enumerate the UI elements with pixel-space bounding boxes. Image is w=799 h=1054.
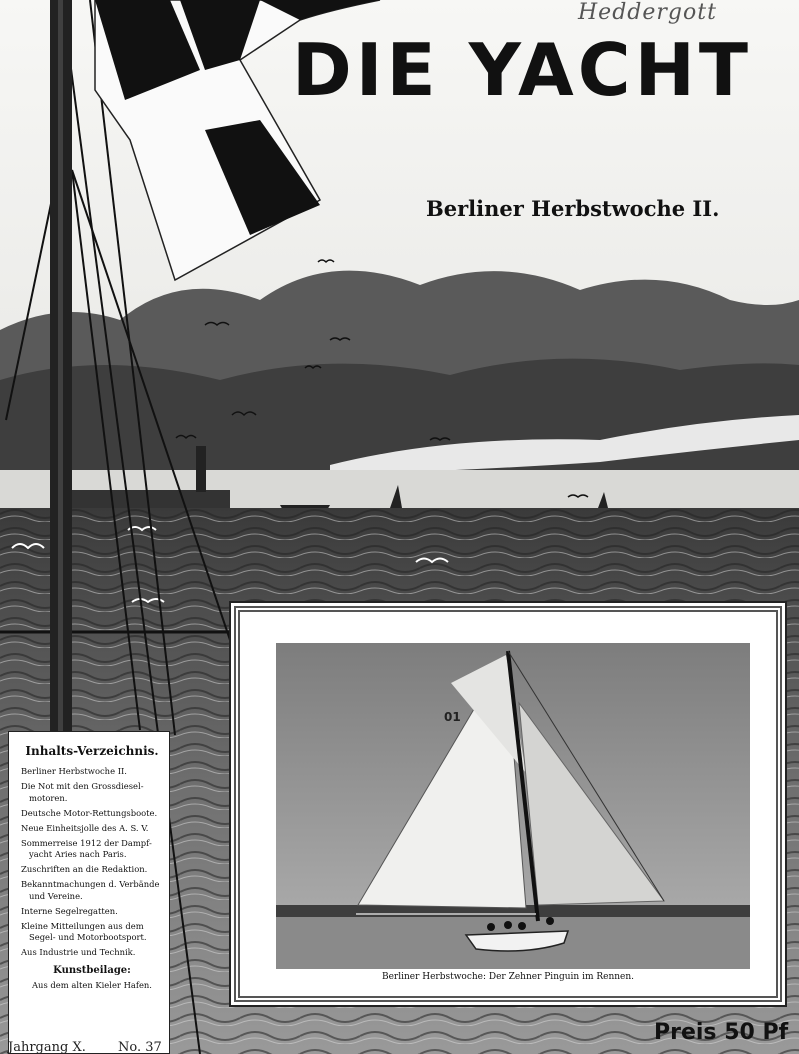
issue-subtitle: Berliner Herbstwoche II. (426, 196, 720, 221)
issue-number: No. 37 (118, 1040, 162, 1054)
toc-item: Bekanntmachungen d. Verbände und Vereine. (21, 879, 160, 901)
toc-item: Aus Industrie und Technik. (21, 947, 136, 957)
toc-item: Berliner Herbstwoche II. (21, 766, 127, 776)
toc-item: Kleine Mitteilungen aus dem Segel- und Motorbootsport. (21, 920, 147, 942)
toc-list (21, 766, 163, 959)
toc-item: Deutsche Motor-Rettungsboote. (21, 807, 158, 818)
sailboat-illustration (276, 643, 750, 969)
photo-caption: Berliner Herbstwoche: Der Zehner Pinguin im Rennen. (381, 972, 635, 982)
supplement-item: Aus dem alten Kieler Hafen. (32, 979, 152, 990)
handwritten-note: Heddergott (578, 0, 717, 25)
supplement-title: Kunstbeilage: (53, 964, 131, 976)
toc-item: Sommerreise 1912 der Dampf-yacht Aries nach Paris. (21, 837, 152, 859)
masthead-title: DIE YACHT (292, 28, 752, 112)
sailboat-photo (276, 643, 750, 969)
table-of-contents (8, 731, 170, 1054)
coastline (60, 490, 230, 508)
volume-label: Jahrgang X. (8, 1040, 86, 1054)
lighthouse (196, 446, 206, 492)
boom (356, 913, 536, 915)
sail-number: 01 (444, 710, 461, 724)
price-label: Preis 50 Pf (654, 1020, 789, 1045)
toc-item: Interne Segelregatten. (21, 905, 118, 916)
toc-item: Zuschriften an die Redaktion. (21, 864, 148, 874)
toc-item: Neue Einheitsjolle des A. S. V. (21, 822, 149, 833)
toc-item: Die Not mit den Grossdiesel-motoren. (21, 781, 144, 803)
toc-title: Inhalts-Verzeichnis. (25, 744, 159, 758)
photo-frame (234, 606, 782, 1002)
